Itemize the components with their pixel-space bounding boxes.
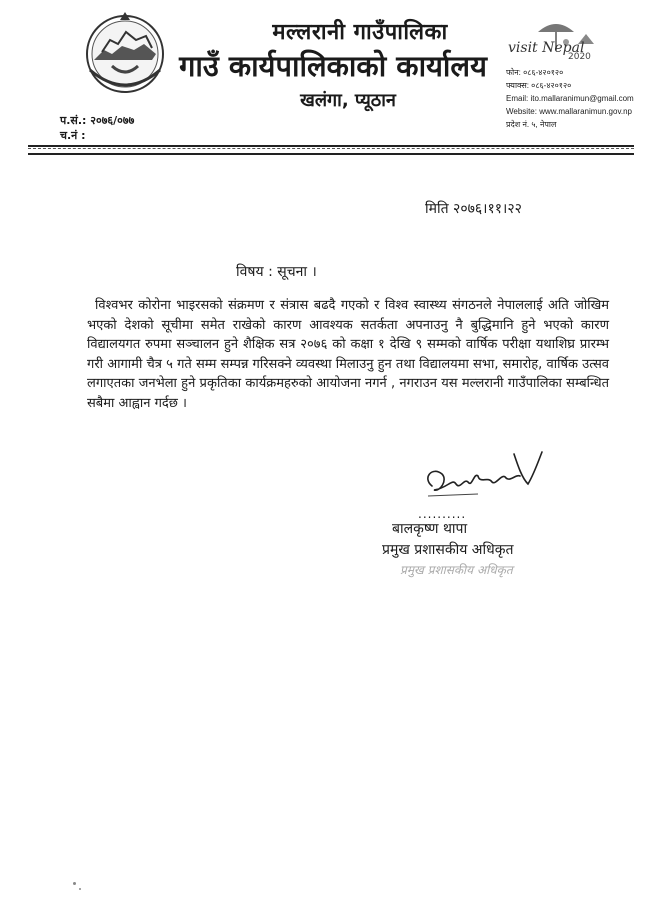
- contact-phone: फोन: ०८६-४२०१२०: [506, 68, 564, 77]
- visit-nepal-logo-text: visit Nepal: [508, 40, 585, 56]
- contact-block: [506, 66, 656, 131]
- contact-email: Email: ito.mallaranimun@gmail.com: [506, 94, 634, 103]
- nepal-government-emblem-icon: [82, 10, 168, 96]
- dispatch-number: च.नं :: [60, 129, 86, 142]
- signature-dots: ..........: [418, 507, 467, 521]
- visit-nepal-year: 2020: [568, 52, 591, 62]
- letter-body: विश्वभर कोरोना भाइरसको संक्रमण र संत्रास बढदै गएको र विश्व स्वास्थ्य संगठनले नेपाललाई अति जोखिम भएको देशको सूचीमा समेत राखेको कारण आवश्यक सतर्कता अपनाउनु नै बुद्धिमानि हुने भएको कारण विद्यालयगत रुपमा सञ्चालन हुने शैक्षिक सत्र २०७६ को कक्षा १ देखि ९ सम्मको वार्षिक परीक्षा यथाशिघ्र प्रारम्भ गरी आगामी चैत्र ५ गते सम्म सम्पन्न गरिसक्ने व्यवस्था मिलाउनु हुन तथा विद्यालयमा सभा, समारोह, वार्षिक उत्सव लगाएतका जनभेला हुने प्रकृतिका कार्यक्रमहरुको आयोजना नगर्न , नगराउन यस मल्लरानी गाउँपालिका सम्बन्धित सबैमा आह्वान गर्दछ ।: [87, 298, 609, 411]
- faint-stamp-text: प्रमुख प्रशासकीय अधिकृत: [400, 563, 513, 577]
- scan-speck: [79, 888, 81, 890]
- header-divider-inner: [28, 148, 634, 149]
- letter-date: मिति २०७६।११।२२: [425, 201, 522, 217]
- reference-number: प.सं.: २०७६/०७७: [60, 114, 135, 127]
- contact-fax: फ्याक्स: ०८६-४२०१२०: [506, 81, 572, 90]
- scan-speck: [73, 882, 76, 885]
- office-location: खलंगा, प्यूठान: [300, 90, 396, 111]
- office-name: गाउँ कार्यपालिकाको कार्यालय: [179, 49, 487, 83]
- municipality-name: मल्लरानी गाउँपालिका: [272, 20, 448, 45]
- signatory-title: प्रमुख प्रशासकीय अधिकृत: [382, 542, 514, 558]
- header-divider: [28, 145, 634, 155]
- handwritten-signature-icon: [418, 448, 548, 510]
- letter-subject: विषय : सूचना ।: [236, 264, 317, 280]
- contact-province: प्रदेश नं. ५, नेपाल: [506, 120, 557, 129]
- signatory-name: बालकृष्ण थापा: [392, 521, 468, 537]
- contact-website: Website: www.mallaranimun.gov.np: [506, 107, 632, 116]
